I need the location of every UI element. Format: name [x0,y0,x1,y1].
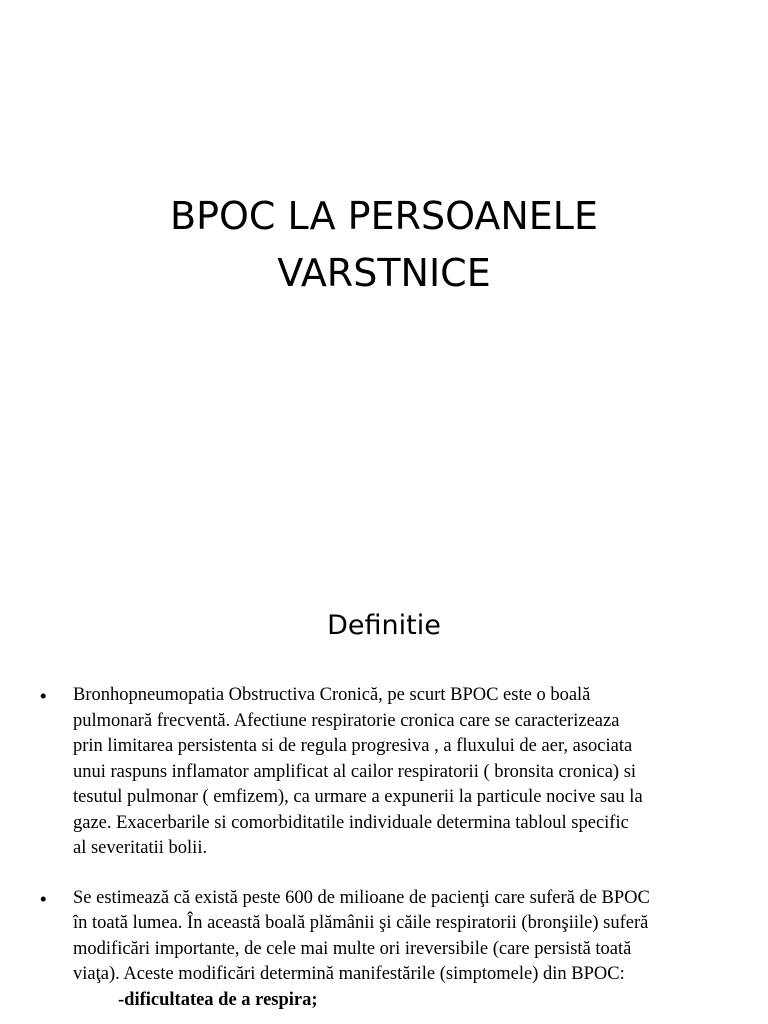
slide-title [0,188,768,302]
bullet-text-line: prin limitarea persistenta si de regula progresiva , a fluxului de aer, asociata [73,736,633,756]
bullet-text-line: tesutul pulmonar ( emfizem), ca urmare a expunerii la particule nocive sau la [73,787,643,807]
bullet-text-line: unui raspuns inflamator amplificat al cailor respiratorii ( bronsita cronica) si [73,761,637,782]
bullet-text-line: Bronhopneumopatia Obstructiva Cronică, pe scurt BPOC este o boală [73,685,591,705]
bullet-text-line: în toată lumea. În această boală plămânii şi căile respiratorii (bronşiile) suferă [73,913,649,933]
bullet-list [40,683,740,1013]
bullet-text-line: viaţa). Aceste modificări determină manifestările (simptomele) din BPOC: [73,964,625,984]
bullet-text-line: gaze. Exacerbarile si comorbiditatile individuale determina tabloul specific [73,812,629,833]
bullet-marker: • [40,887,47,909]
bullet-text-line: Se estimează că există peste 600 de milioane de pacienţi care suferă de BPOC [73,887,650,908]
bullet-text-line: al severitatii bolii. [73,838,208,858]
section-heading: Definitie [327,610,441,641]
symptom-sub-item: -dificultatea de a respira; [118,989,318,1010]
slide-title-line-1: BPOC LA PERSOANELE [170,194,598,238]
bullet-marker: • [40,685,47,706]
bullet-item-definition [40,683,740,862]
bullet-text-line: pulmonară frecventă. Afectiune respiratorie cronica care se caracterizeaza [73,710,620,731]
bullet-text-line: modificări importante, de cele mai multe ori ireversibile (care persistă toată [73,938,632,959]
bullet-item-prevalence [40,886,740,1014]
slide-title-line-2: VARSTNICE [277,251,491,295]
